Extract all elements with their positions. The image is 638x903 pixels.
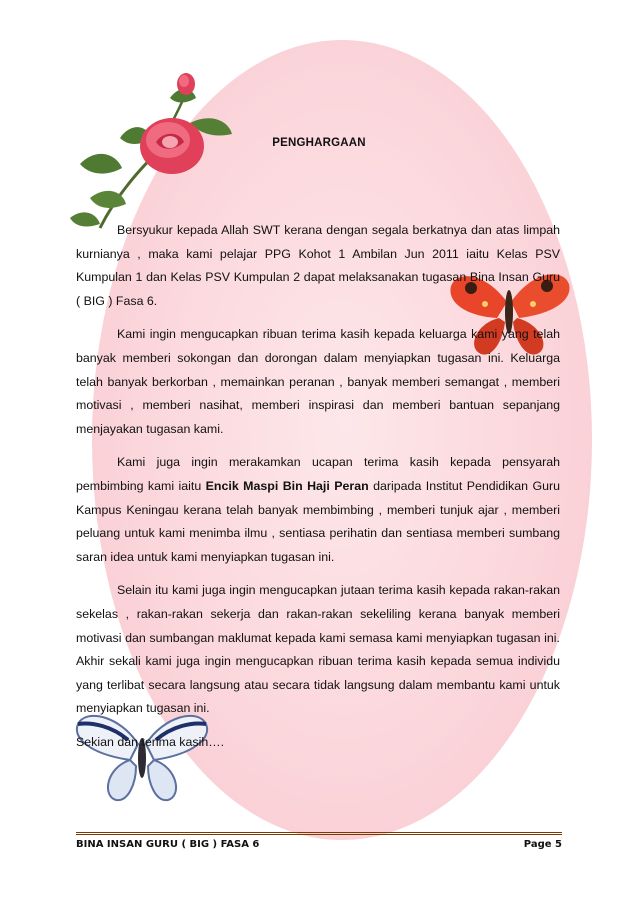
rose-icon <box>60 68 250 236</box>
page-title: PENGHARGAAN <box>272 137 366 149</box>
page-footer <box>76 832 562 850</box>
paragraph-3-text-after: daripada Institut Pendidikan Guru Kampus Keningau kerana telah banyak membimbing , memberi tunjuk ajar , memberi peluang untuk kami menimba ilmu , sentiasa perihatin dan sentiasa memberi sumbang saran idea untuk kami menyiapkan tugasan ini. <box>76 478 560 564</box>
lecturer-name: Encik Maspi Bin Haji Peran <box>205 478 369 493</box>
paragraph-4: Selain itu kami juga ingin mengucapkan jutaan terima kasih kepada rakan-rakan sekelas , rakan-rakan sekerja dan rakan-rakan sekeliling kerana banyak memberi motivasi dan sumbangan maklumat kepada kami semasa kami menyiapkan tugasan ini. Akhir sekali kami juga ingin mengucapkan ribuan terima kasih kepada semua individu yang terlibat secara langsung atau secara tidak langsung dalam membantu kami untuk menyiapkan tugasan ini. <box>76 583 560 716</box>
paragraph-2: Kami ingin mengucapkan ribuan terima kasih kepada keluarga kami yang telah banyak memberi sokongan dan dorongan dalam menyiapkan tugasan ini. Keluarga telah banyak berkorban , memainkan peranan , banyak memberi semangat , memberi motivasi , memberi nasihat, memberi inspirasi dan memberi bantuan sepanjang menjayakan tugasan kami. <box>76 327 560 436</box>
body-text <box>76 219 560 764</box>
paragraph-1: Bersyukur kepada Allah SWT kerana dengan segala berkatnya dan atas limpah kurnianya , maka kami pelajar PPG Kohot 1 Ambilan Jun 2011 iaitu Kelas PSV Kumpulan 1 dan Kelas PSV Kumpulan 2 dapat melaksanakan tugasan Bina Insan Guru ( BIG ) Fasa 6. <box>76 223 560 308</box>
closing-line: Sekian dan terima kasih…. <box>76 734 225 749</box>
paragraph-3 <box>76 451 560 569</box>
paragraph-3-text-before: Kami juga ingin merakamkan ucapan terima kasih kepada pensyarah pembimbing kami iaitu <box>76 455 560 493</box>
footer-left: BINA INSAN GURU ( BIG ) FASA 6 <box>76 839 260 850</box>
page-number: Page 5 <box>523 839 562 850</box>
